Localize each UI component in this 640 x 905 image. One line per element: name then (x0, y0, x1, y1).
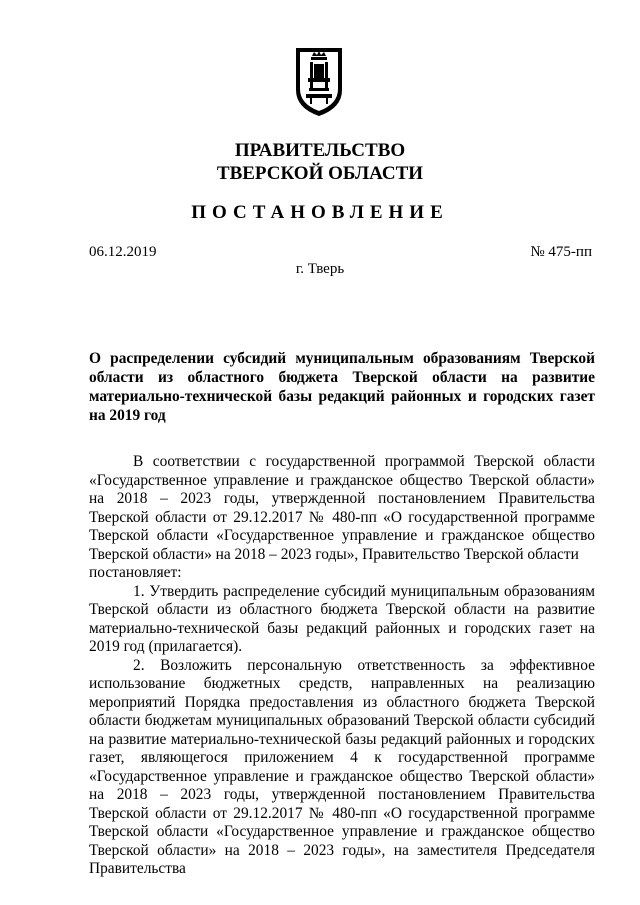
tver-coat-of-arms-icon (292, 42, 346, 118)
body-item-1: 1. Утвердить распределение субсидий муниципальным образованиям Тверской области из областного бюджета Тверской области на развитие материально-технической базы редакций районных и городских газет на 2019 год (прилагается). (89, 582, 595, 655)
document-number: № 475-пп (530, 244, 592, 260)
document-body (89, 453, 595, 879)
document-title (89, 349, 595, 425)
document-city: г. Тверь (295, 261, 345, 277)
body-resolves-line: постановляет: (89, 564, 182, 581)
document-title-text: О распределении субсидий муниципальным образованиям Тверской области из областного бюджета Тверской области на развитие материально-технической базы редакций районных и городских газет на 2019 год (89, 350, 595, 424)
body-intro-paragraph: В соответствии с государственной программой Тверской области «Государственное управление и гражданское общество Тверской области» на 2018 – 2023 годы, утвержденной постановлением Правительства Тверской области от 29.12.2017 № 480-пп «О государственной программе Тверской области «Государственное управление и гражданское общество Тверской области» на 2018 – 2023 годы», Правительство Тверской области (89, 453, 595, 563)
document-type: ПОСТАНОВЛЕНИЕ (191, 202, 449, 223)
government-name-line1: ПРАВИТЕЛЬСТВО (234, 140, 406, 161)
government-name-line2: ТВЕРСКОЙ ОБЛАСТИ (216, 163, 424, 184)
body-item-2: 2. Возложить персональную ответственность за эффективное использование бюджетных средств, направленных на реализацию мероприятий Порядка предоставления из областного бюджета Тверской области бюджетам муниципальных образований Тверской области субсидий на развитие материально-технической базы редакций районных и городских газет, являющегося приложением 4 к государственной программе «Государственное управление и гражданское общество Тверской области» на 2018 – 2023 годы, утвержденной постановлением Правительства Тверской области от 29.12.2017 № 480-пп «О государственной программе Тверской области «Государственное управление и гражданское общество Тверской области» на 2018 – 2023 годы», на заместителя Председателя Правительства (89, 656, 595, 877)
document-date: 06.12.2019 (89, 244, 157, 260)
